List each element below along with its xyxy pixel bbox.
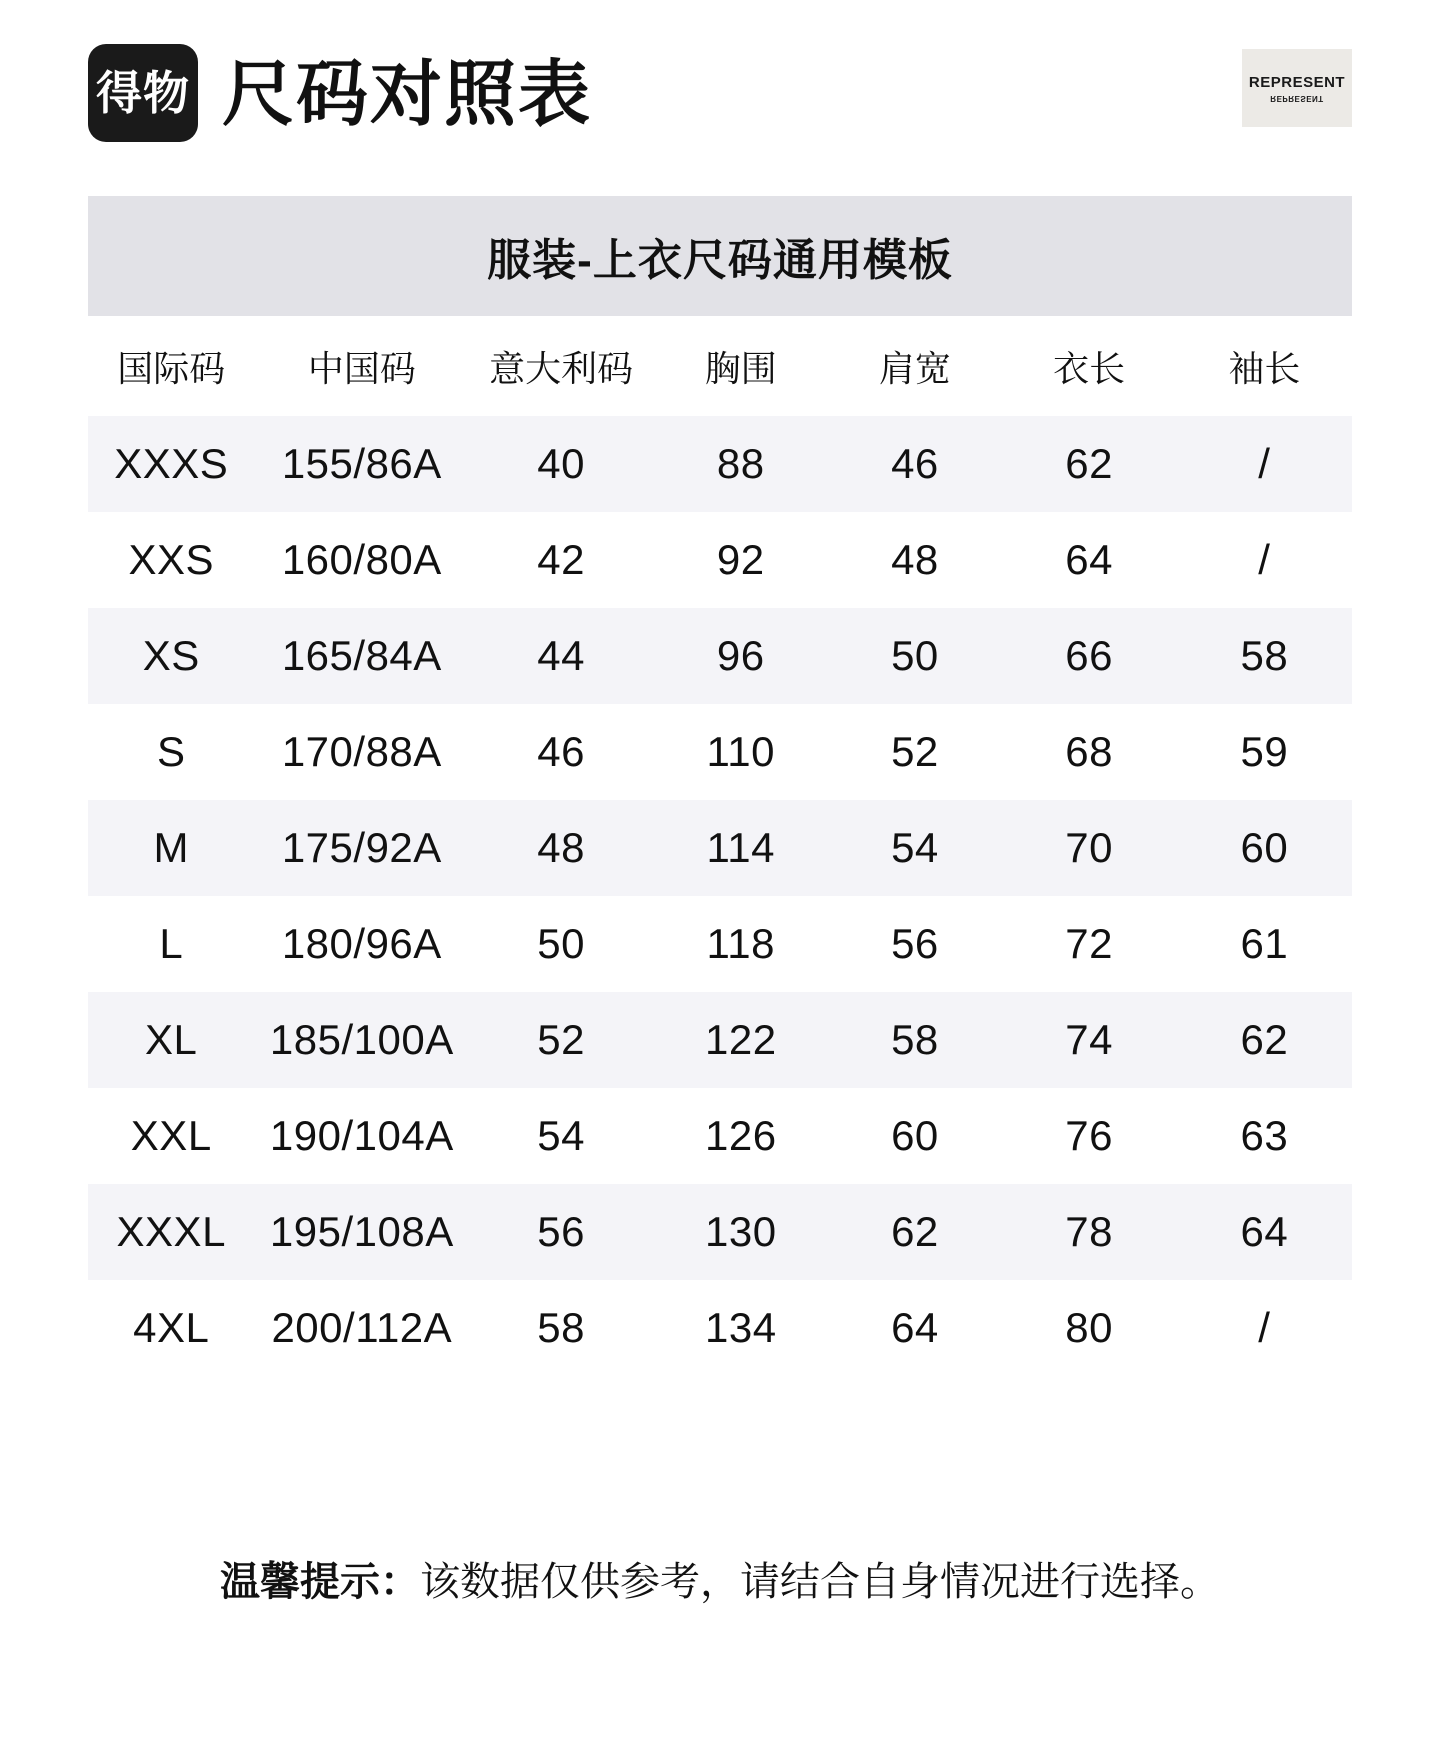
table-row xyxy=(88,608,1352,704)
cell-china: 190/104A xyxy=(254,1088,469,1184)
cell-shoulder: 48 xyxy=(828,512,1001,608)
cell-international: XXS xyxy=(88,512,254,608)
column-header-international: 国际码 xyxy=(88,316,254,416)
cell-sleeve: / xyxy=(1177,416,1352,512)
cell-international: XXXL xyxy=(88,1184,254,1280)
cell-chest: 92 xyxy=(653,512,828,608)
cell-international: XS xyxy=(88,608,254,704)
cell-length: 74 xyxy=(1001,992,1176,1088)
cell-shoulder: 52 xyxy=(828,704,1001,800)
cell-sleeve: / xyxy=(1177,1280,1352,1376)
disclaimer-text: 该数据仅供参考，请结合自身情况进行选择。 xyxy=(420,1560,1220,1604)
cell-chest: 114 xyxy=(653,800,828,896)
cell-chest: 118 xyxy=(653,896,828,992)
cell-italy: 50 xyxy=(469,896,653,992)
cell-italy: 40 xyxy=(469,416,653,512)
column-header-chest: 胸围 xyxy=(653,316,828,416)
cell-chest: 130 xyxy=(653,1184,828,1280)
cell-shoulder: 58 xyxy=(828,992,1001,1088)
cell-sleeve: 63 xyxy=(1177,1088,1352,1184)
table-row xyxy=(88,1280,1352,1376)
cell-china: 185/100A xyxy=(254,992,469,1088)
cell-shoulder: 46 xyxy=(828,416,1001,512)
cell-sleeve: / xyxy=(1177,512,1352,608)
cell-length: 78 xyxy=(1001,1184,1176,1280)
cell-international: 4XL xyxy=(88,1280,254,1376)
cell-international: L xyxy=(88,896,254,992)
cell-international: M xyxy=(88,800,254,896)
table-row xyxy=(88,992,1352,1088)
cell-china: 175/92A xyxy=(254,800,469,896)
cell-italy: 48 xyxy=(469,800,653,896)
cell-italy: 52 xyxy=(469,992,653,1088)
column-header-china: 中国码 xyxy=(254,316,469,416)
table-row xyxy=(88,512,1352,608)
table-row xyxy=(88,896,1352,992)
cell-china: 165/84A xyxy=(254,608,469,704)
cell-chest: 110 xyxy=(653,704,828,800)
column-header-italy: 意大利码 xyxy=(469,316,653,416)
size-table-title: 服装-上衣尺码通用模板 xyxy=(88,196,1352,316)
column-header-sleeve: 袖长 xyxy=(1177,316,1352,416)
disclaimer-label: 温馨提示： xyxy=(220,1560,420,1604)
cell-length: 70 xyxy=(1001,800,1176,896)
size-table-body xyxy=(88,416,1352,1376)
column-header-shoulder: 肩宽 xyxy=(828,316,1001,416)
page-title: 尺码对照表 xyxy=(222,55,593,135)
cell-shoulder: 62 xyxy=(828,1184,1001,1280)
table-row xyxy=(88,704,1352,800)
page-header xyxy=(0,22,1440,162)
table-row xyxy=(88,800,1352,896)
cell-italy: 44 xyxy=(469,608,653,704)
cell-italy: 56 xyxy=(469,1184,653,1280)
cell-china: 170/88A xyxy=(254,704,469,800)
cell-china: 195/108A xyxy=(254,1184,469,1280)
cell-length: 64 xyxy=(1001,512,1176,608)
table-row xyxy=(88,1088,1352,1184)
cell-international: XL xyxy=(88,992,254,1088)
size-table xyxy=(88,316,1352,1376)
cell-international: XXL xyxy=(88,1088,254,1184)
brand-logo-badge xyxy=(88,44,198,142)
cell-chest: 96 xyxy=(653,608,828,704)
cell-length: 72 xyxy=(1001,896,1176,992)
cell-italy: 46 xyxy=(469,704,653,800)
column-header-length: 衣长 xyxy=(1001,316,1176,416)
table-row xyxy=(88,1184,1352,1280)
cell-italy: 54 xyxy=(469,1088,653,1184)
cell-shoulder: 50 xyxy=(828,608,1001,704)
cell-sleeve: 59 xyxy=(1177,704,1352,800)
size-table-head xyxy=(88,316,1352,416)
cell-international: XXXS xyxy=(88,416,254,512)
table-row xyxy=(88,416,1352,512)
cell-china: 180/96A xyxy=(254,896,469,992)
cell-shoulder: 56 xyxy=(828,896,1001,992)
cell-length: 66 xyxy=(1001,608,1176,704)
cell-chest: 122 xyxy=(653,992,828,1088)
represent-logo-mirror-text: REPRESENT xyxy=(1270,93,1324,103)
cell-length: 76 xyxy=(1001,1088,1176,1184)
cell-sleeve: 58 xyxy=(1177,608,1352,704)
cell-chest: 134 xyxy=(653,1280,828,1376)
table-header-row xyxy=(88,316,1352,416)
cell-china: 160/80A xyxy=(254,512,469,608)
cell-italy: 42 xyxy=(469,512,653,608)
cell-sleeve: 61 xyxy=(1177,896,1352,992)
cell-sleeve: 60 xyxy=(1177,800,1352,896)
disclaimer-note xyxy=(0,1556,1440,1608)
cell-chest: 126 xyxy=(653,1088,828,1184)
cell-sleeve: 62 xyxy=(1177,992,1352,1088)
size-table-card xyxy=(88,196,1352,1376)
cell-shoulder: 64 xyxy=(828,1280,1001,1376)
cell-chest: 88 xyxy=(653,416,828,512)
represent-logo xyxy=(1242,49,1352,127)
cell-shoulder: 54 xyxy=(828,800,1001,896)
cell-international: S xyxy=(88,704,254,800)
cell-length: 80 xyxy=(1001,1280,1176,1376)
cell-length: 62 xyxy=(1001,416,1176,512)
cell-china: 200/112A xyxy=(254,1280,469,1376)
cell-length: 68 xyxy=(1001,704,1176,800)
represent-logo-main-text: REPRESENT xyxy=(1248,73,1346,91)
cell-shoulder: 60 xyxy=(828,1088,1001,1184)
cell-italy: 58 xyxy=(469,1280,653,1376)
cell-sleeve: 64 xyxy=(1177,1184,1352,1280)
brand-logo-text: 得物 xyxy=(96,66,190,120)
cell-china: 155/86A xyxy=(254,416,469,512)
